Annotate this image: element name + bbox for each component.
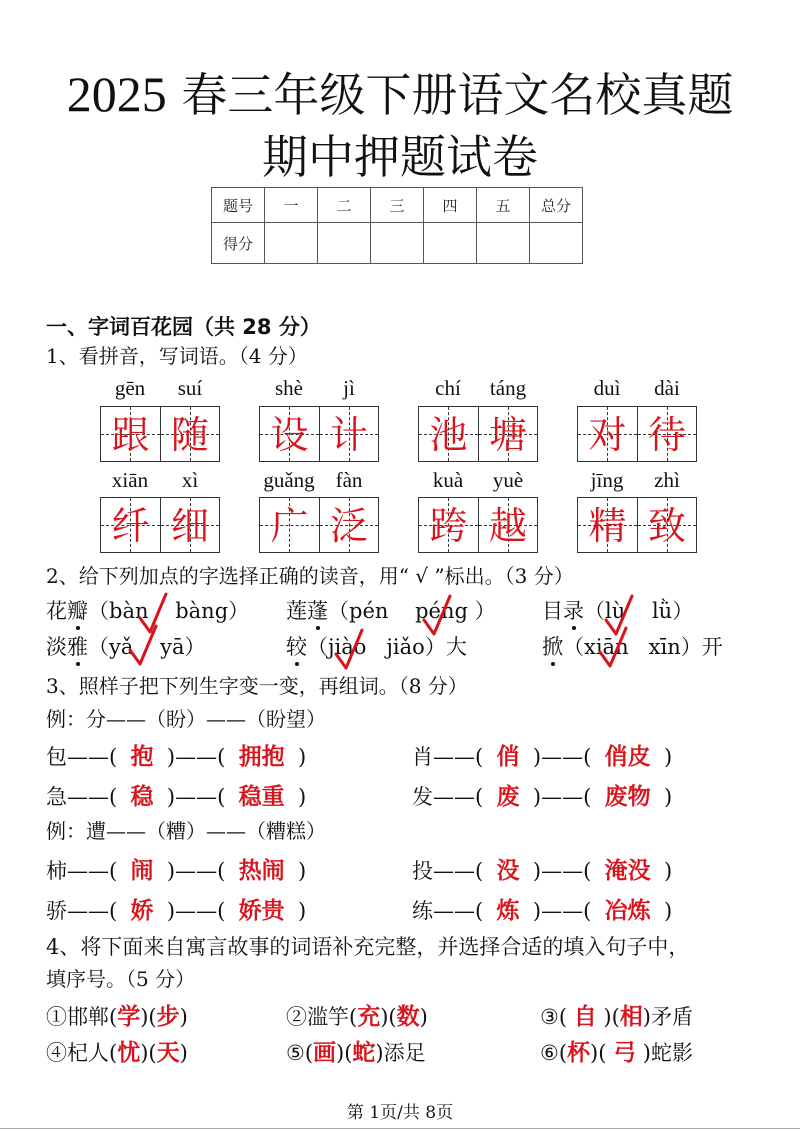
base-char: 包 [46, 745, 67, 769]
score-header-cell: 三 [371, 188, 424, 223]
word-transform-row: 练——( 炼 )——( 冶炼 ) [412, 897, 673, 924]
pinyin: gēn [114, 376, 146, 400]
base-char: 急 [46, 785, 67, 809]
answer-char: 数 [396, 1003, 420, 1030]
pinyin-option[interactable]: yǎ [109, 635, 134, 659]
dash: —— [67, 899, 109, 923]
dash: —— [433, 899, 475, 923]
score-header-cell: 二 [318, 188, 371, 223]
score-cell[interactable] [477, 223, 530, 264]
idiom-item: ②滥竽(充)(数) [286, 1003, 428, 1030]
answer-char: 精 [588, 504, 627, 548]
item-number: ⑤ [286, 1041, 305, 1065]
base-char: 练 [412, 899, 433, 923]
answer-char: 越 [488, 504, 527, 548]
answer-char: 充 [357, 1003, 381, 1030]
idiom-item: ③( 自 )(相)矛盾 [540, 1003, 693, 1030]
base-char: 肖 [412, 745, 433, 769]
dash: —— [175, 785, 218, 809]
score-table-header-row [212, 188, 583, 223]
pronunciation-item: 较（jiào jiǎo）大 [286, 635, 467, 659]
question-4-prompt: 4、将下面来自寓言故事的词语补充完整，并选择合适的填入句子中， [46, 935, 690, 959]
item-text: 淡 [46, 635, 67, 659]
answer-char: 废 [496, 783, 520, 810]
answer-char: 致 [647, 504, 686, 548]
score-cell[interactable] [530, 223, 583, 264]
answer-char: 计 [329, 413, 368, 457]
pinyin-option[interactable]: yā [160, 635, 185, 659]
pinyin-option[interactable]: xiān [584, 635, 629, 659]
pinyin: fàn [335, 468, 363, 492]
score-header-cell: 总分 [530, 188, 583, 223]
pinyin: kuà [432, 468, 464, 492]
idiom-text: 添足 [383, 1041, 426, 1065]
pinyin-option[interactable]: péng [415, 599, 468, 623]
item-number: ① [46, 1005, 67, 1029]
dash: —— [67, 745, 109, 769]
score-header-cell: 题号 [212, 188, 265, 223]
answer-char: 跟 [111, 413, 150, 457]
pinyin: yuè [492, 468, 524, 492]
score-header-cell: 四 [424, 188, 477, 223]
word-transform-row: 急——( 稳 )——( 稳重 ) [46, 783, 307, 810]
pinyin-option[interactable]: bàng [175, 599, 229, 623]
answer-char: 俏 [496, 743, 520, 770]
answer-char: 杯 [567, 1039, 591, 1066]
answer-char: 弓 [613, 1039, 637, 1066]
answer-word: 冶炼 [604, 897, 651, 924]
answer-char: 随 [170, 413, 209, 457]
pinyin: shè [275, 376, 303, 400]
base-char: 投 [412, 859, 433, 883]
item-number: ② [286, 1005, 307, 1029]
dotted-char: 蓬 [307, 599, 328, 623]
base-char: 发 [412, 785, 433, 809]
dotted-char: 瓣 [67, 599, 88, 623]
word-transform-row: 骄——( 娇 )——( 娇贵 ) [46, 897, 307, 924]
footer-divider [0, 1128, 800, 1129]
dash: —— [67, 785, 109, 809]
answer-char: 设 [270, 413, 309, 457]
score-header-cell: 五 [477, 188, 530, 223]
answer-char: 泛 [329, 504, 368, 548]
title-year: 2025 [66, 66, 167, 122]
word-transform-row: 发——( 废 )——( 废物 ) [412, 783, 673, 810]
check-mark-icon [128, 624, 158, 668]
example-line: 例：分——（盼）——（盼望） [46, 707, 326, 731]
tianzige-box [100, 497, 220, 553]
idiom-item: ④杞人(忧)(天) [46, 1039, 188, 1066]
answer-char: 天 [156, 1039, 180, 1066]
answer-char: 稳 [130, 783, 154, 810]
answer-char: 池 [429, 413, 468, 457]
tianzige-box [418, 406, 538, 462]
answer-char: 炼 [496, 897, 520, 924]
score-cell[interactable] [424, 223, 477, 264]
pinyin-option[interactable]: jiǎo [386, 635, 425, 659]
answer-char: 步 [156, 1003, 180, 1030]
dotted-char: 掀 [542, 635, 563, 659]
check-mark-icon [334, 628, 364, 672]
pinyin-option[interactable]: xīn [648, 635, 681, 659]
score-header-cell: 一 [265, 188, 318, 223]
dash: —— [541, 745, 584, 769]
word-transform-row: 投——( 没 )——( 淹没 ) [412, 857, 673, 884]
answer-char: 忧 [117, 1039, 141, 1066]
score-row-label: 得分 [212, 223, 265, 264]
dotted-char: 录 [563, 599, 584, 623]
tianzige-box [577, 406, 697, 462]
answer-word: 热闹 [238, 857, 285, 884]
dash: —— [541, 785, 584, 809]
tianzige-box [100, 406, 220, 462]
idiom-text: 矛盾 [650, 1005, 693, 1029]
dotted-char: 较 [286, 635, 307, 659]
answer-char: 待 [647, 413, 686, 457]
pronunciation-item: 掀（xiān xīn）开 [542, 635, 723, 659]
tianzige-box [577, 497, 697, 553]
pinyin: dài [654, 376, 680, 400]
idiom-text: 邯郸 [67, 1005, 109, 1029]
answer-word: 俏皮 [604, 743, 651, 770]
answer-char: 闹 [130, 857, 154, 884]
score-table-score-row [212, 223, 583, 264]
item-text: 花 [46, 599, 67, 623]
score-cell[interactable] [371, 223, 424, 264]
answer-word: 稳重 [238, 783, 285, 810]
pinyin: xì [181, 468, 199, 492]
answer-char: 广 [270, 504, 309, 548]
word-transform-row: 柿——( 闹 )——( 热闹 ) [46, 857, 307, 884]
item-number: ③ [540, 1005, 559, 1029]
answer-char: 细 [170, 504, 209, 548]
pinyin: chí [435, 376, 461, 400]
pinyin: jì [343, 376, 355, 400]
pronunciation-item: 淡雅（yǎ yā） [46, 635, 206, 659]
item-number: ⑥ [540, 1041, 559, 1065]
pinyin: guǎng [263, 468, 315, 492]
title-main: 春三年级下册语文名校真题 [181, 68, 734, 122]
answer-char: 没 [496, 857, 520, 884]
answer-char: 相 [619, 1003, 643, 1030]
item-text: 目 [542, 599, 563, 623]
pinyin-option[interactable]: pén [349, 599, 389, 623]
answer-char: 塘 [488, 413, 527, 457]
base-char: 柿 [46, 859, 67, 883]
section-title: 一、字词百花园（共 28 分） [46, 315, 321, 339]
answer-char: 纤 [111, 504, 150, 548]
idiom-item: ⑥(杯)( 弓 )蛇影 [540, 1039, 693, 1066]
idiom-item: ⑤(画)(蛇)添足 [286, 1039, 426, 1066]
answer-char: 蛇 [352, 1039, 376, 1066]
pinyin-option[interactable]: jiào [328, 635, 367, 659]
answer-word: 娇贵 [238, 897, 285, 924]
dash: —— [175, 859, 218, 883]
answer-char: 自 [573, 1003, 597, 1030]
item-number: ④ [46, 1041, 67, 1065]
example-line: 例：遭——（糟）——（糟糕） [46, 819, 326, 843]
answer-word: 拥抱 [238, 743, 285, 770]
dash: —— [433, 785, 475, 809]
answer-char: 抱 [130, 743, 154, 770]
tianzige-box [418, 497, 538, 553]
pinyin: duì [593, 376, 621, 400]
dash: —— [433, 859, 475, 883]
pronunciation-item: 莲蓬（pén péng ） [286, 599, 496, 623]
page-subtitle: 期中押题试卷 [262, 130, 538, 184]
answer-char: 画 [313, 1039, 337, 1066]
idiom-item: ①邯郸(学)(步) [46, 1003, 188, 1030]
pinyin-option[interactable]: bàn [109, 599, 149, 623]
pinyin: xiān [111, 468, 149, 492]
pinyin: zhì [654, 468, 680, 492]
question-4-prompt-cont: 填序号。（5 分） [46, 967, 196, 991]
dash: —— [433, 745, 475, 769]
pinyin: táng [489, 376, 527, 400]
idiom-text: 蛇影 [650, 1041, 693, 1065]
item-text: 莲 [286, 599, 307, 623]
score-table [211, 187, 583, 264]
question-3-prompt: 3、照样子把下列生字变一变，再组词。（8 分） [46, 674, 468, 698]
check-mark-icon [422, 594, 452, 638]
pinyin-option[interactable]: lù [605, 599, 626, 623]
answer-char: 对 [588, 413, 627, 457]
item-text: 开 [701, 635, 723, 659]
pinyin: jīng [590, 468, 624, 492]
dash: —— [541, 859, 584, 883]
dash: —— [175, 899, 218, 923]
score-cell[interactable] [318, 223, 371, 264]
score-cell[interactable] [265, 223, 318, 264]
dash: —— [175, 745, 218, 769]
answer-word: 淹没 [604, 857, 651, 884]
pinyin: suí [177, 376, 203, 400]
question-1-prompt: 1、看拼音，写词语。（4 分） [46, 344, 308, 368]
word-transform-row: 包——( 抱 )——( 拥抱 ) [46, 743, 307, 770]
answer-char: 娇 [130, 897, 154, 924]
dash: —— [541, 899, 584, 923]
page-number: 第 1页/共 8页 [346, 1103, 454, 1123]
idiom-text: 滥竽 [307, 1005, 349, 1029]
item-text: 大 [445, 635, 467, 659]
pronunciation-item: 花瓣（bàn bàng） [46, 599, 250, 623]
answer-word: 废物 [604, 783, 651, 810]
answer-char: 跨 [429, 504, 468, 548]
idiom-text: 杞人 [67, 1041, 109, 1065]
page-title [0, 62, 800, 127]
question-2-prompt: 2、给下列加点的字选择正确的读音，用“ √ ”标出。（3 分） [46, 564, 574, 588]
tianzige-box [259, 497, 379, 553]
answer-char: 学 [117, 1003, 141, 1030]
base-char: 骄 [46, 899, 67, 923]
check-mark-icon [598, 626, 628, 670]
word-transform-row: 肖——( 俏 )——( 俏皮 ) [412, 743, 673, 770]
pinyin-option[interactable]: lǜ [651, 599, 673, 623]
pronunciation-item: 目录（lù lǜ） [542, 599, 694, 623]
dash: —— [67, 859, 109, 883]
tianzige-box [259, 406, 379, 462]
dotted-char: 雅 [67, 635, 88, 659]
